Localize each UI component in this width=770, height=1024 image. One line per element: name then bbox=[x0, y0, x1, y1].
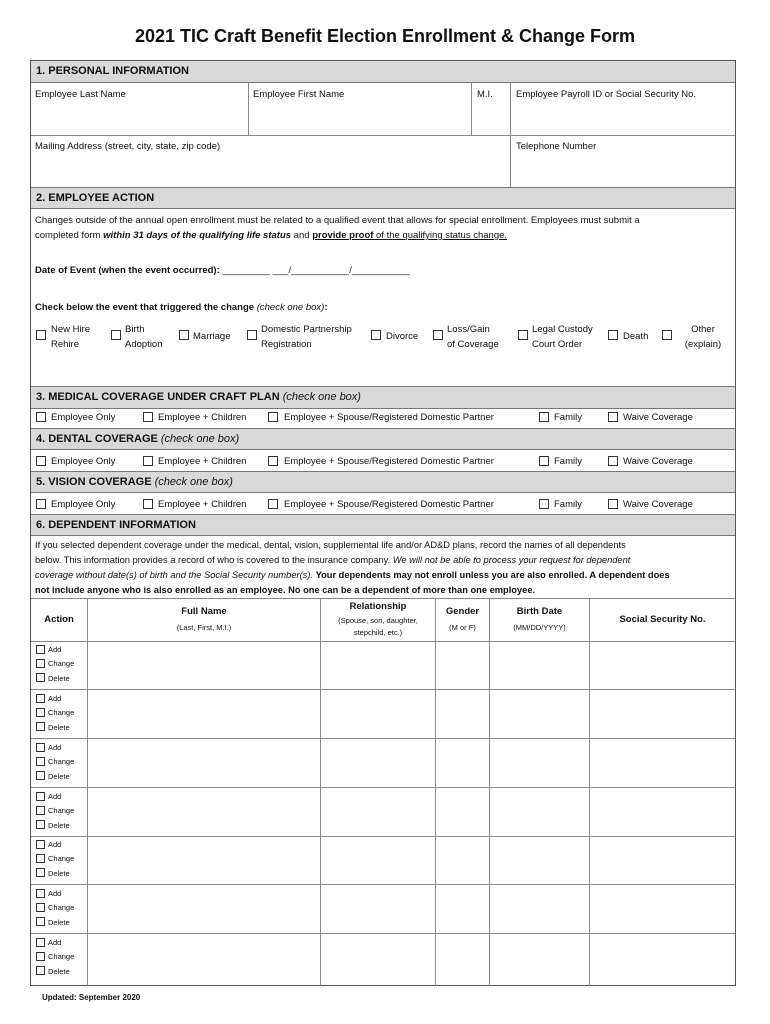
dental-employee-children-checkbox[interactable] bbox=[143, 456, 153, 466]
row-add-checkbox[interactable] bbox=[36, 889, 45, 898]
dental-employee-spouse-label: Employee + Spouse/Registered Domestic Partner bbox=[284, 456, 494, 467]
event-legal-custody-label: Legal Custody Court Order bbox=[532, 324, 593, 350]
row-change-checkbox[interactable] bbox=[36, 903, 45, 912]
col-rel-header: Relationship bbox=[349, 601, 407, 612]
medical-employee-only-label: Employee Only bbox=[51, 412, 116, 423]
dependent-instructions: If you selected dependent coverage under the medical, dental, vision, supplemental life and/or AD&D plans, record the names of all dependents below. This information provides a record of who is covered to the insurance company. We will not be able to process your request for dependent coverage without date(s) of birth and the Social Security number(s). Your dependents may not enroll unless you are also enrolled. A dependent does not include anyone who is also enrolled as an employee. No one can be a dependent of more than one employee. bbox=[35, 540, 670, 595]
event-legal-custody-checkbox[interactable] bbox=[518, 330, 528, 340]
dental-waive-label: Waive Coverage bbox=[623, 456, 693, 467]
event-loss-gain-checkbox[interactable] bbox=[433, 330, 443, 340]
dental-family-label: Family bbox=[554, 456, 582, 467]
event-birth-label: Birth Adoption bbox=[125, 324, 163, 350]
medical-employee-spouse-label: Employee + Spouse/Registered Domestic Partner bbox=[284, 412, 494, 423]
col-gender-subheader: (M or F) bbox=[449, 623, 476, 632]
medical-family-checkbox[interactable] bbox=[539, 412, 549, 422]
mi-field[interactable]: M.I. bbox=[477, 89, 493, 100]
row-add-label: Add bbox=[48, 889, 62, 898]
form-title: 2021 TIC Craft Benefit Election Enrollment & Change Form bbox=[134, 26, 636, 46]
row-delete-label: Delete bbox=[48, 772, 70, 781]
row-delete-label: Delete bbox=[48, 967, 70, 976]
vision-employee-children-label: Employee + Children bbox=[158, 499, 247, 510]
row-add-checkbox[interactable] bbox=[36, 792, 45, 801]
dental-employee-children-label: Employee + Children bbox=[158, 456, 247, 467]
row-delete-checkbox[interactable] bbox=[36, 820, 45, 829]
vision-waive-label: Waive Coverage bbox=[623, 499, 693, 510]
row-delete-checkbox[interactable] bbox=[36, 917, 45, 926]
event-date-field[interactable]: Date of Event (when the event occurred): _________ ___/___________/___________ bbox=[35, 265, 410, 276]
section-personal-header: 1. PERSONAL INFORMATION bbox=[31, 61, 735, 83]
event-other-label: Other (explain) bbox=[684, 324, 722, 350]
col-birth-header: Birth Date bbox=[516, 606, 563, 617]
medical-employee-spouse-checkbox[interactable] bbox=[268, 412, 278, 422]
vision-employee-only-label: Employee Only bbox=[51, 499, 116, 510]
event-marriage-checkbox[interactable] bbox=[179, 330, 189, 340]
event-new-hire-checkbox[interactable] bbox=[36, 330, 46, 340]
section-medical-header: 3. MEDICAL COVERAGE UNDER CRAFT PLAN (check one box) bbox=[31, 386, 735, 409]
last-name-field[interactable]: Employee Last Name bbox=[35, 89, 126, 100]
col-action-header: Action bbox=[44, 614, 74, 625]
event-domestic-partnership-checkbox[interactable] bbox=[247, 330, 257, 340]
medical-family-label: Family bbox=[554, 412, 582, 423]
event-domestic-partnership-label: Domestic Partnership Registration bbox=[261, 324, 352, 350]
event-check-label: Check below the event that triggered the change (check one box): bbox=[35, 302, 328, 313]
row-delete-label: Delete bbox=[48, 918, 70, 927]
row-change-checkbox[interactable] bbox=[36, 757, 45, 766]
event-death-checkbox[interactable] bbox=[608, 330, 618, 340]
section-action-header: 2. EMPLOYEE ACTION bbox=[31, 187, 735, 209]
first-name-field[interactable]: Employee First Name bbox=[253, 89, 345, 100]
section-dental-header: 4. DENTAL COVERAGE (check one box) bbox=[31, 428, 735, 450]
vision-employee-spouse-label: Employee + Spouse/Registered Domestic Partner bbox=[284, 499, 494, 510]
row-add-checkbox[interactable] bbox=[36, 743, 45, 752]
row-change-label: Change bbox=[48, 659, 75, 668]
vision-employee-only-checkbox[interactable] bbox=[36, 499, 46, 509]
dental-employee-spouse-checkbox[interactable] bbox=[268, 456, 278, 466]
row-change-checkbox[interactable] bbox=[36, 708, 45, 717]
medical-employee-only-checkbox[interactable] bbox=[36, 412, 46, 422]
event-loss-gain-label: Loss/Gain of Coverage bbox=[447, 324, 499, 350]
col-name-subheader: (Last, First, M.I.) bbox=[176, 623, 232, 632]
row-add-label: Add bbox=[48, 743, 62, 752]
col-rel-sub1: (Spouse, son, daughter, bbox=[338, 616, 418, 625]
col-birth-subheader: (MM/DD/YYYY) bbox=[513, 623, 566, 632]
col-name-header: Full Name bbox=[181, 606, 227, 617]
row-delete-checkbox[interactable] bbox=[36, 673, 45, 682]
row-change-label: Change bbox=[48, 806, 75, 815]
row-add-label: Add bbox=[48, 938, 62, 947]
row-change-checkbox[interactable] bbox=[36, 806, 45, 815]
row-add-label: Add bbox=[48, 694, 62, 703]
dental-waive-checkbox[interactable] bbox=[608, 456, 618, 466]
row-delete-label: Delete bbox=[48, 869, 70, 878]
medical-waive-checkbox[interactable] bbox=[608, 412, 618, 422]
row-add-label: Add bbox=[48, 645, 62, 654]
row-add-label: Add bbox=[48, 840, 62, 849]
row-delete-label: Delete bbox=[48, 674, 70, 683]
enrollment-form bbox=[30, 60, 736, 986]
vision-employee-spouse-checkbox[interactable] bbox=[268, 499, 278, 509]
event-other-checkbox[interactable] bbox=[662, 330, 672, 340]
vision-family-label: Family bbox=[554, 499, 582, 510]
row-change-checkbox[interactable] bbox=[36, 952, 45, 961]
medical-employee-children-checkbox[interactable] bbox=[143, 412, 153, 422]
row-delete-checkbox[interactable] bbox=[36, 868, 45, 877]
section-vision-header: 5. VISION COVERAGE (check one box) bbox=[31, 471, 735, 493]
row-delete-checkbox[interactable] bbox=[36, 966, 45, 975]
event-new-hire-label: New Hire Rehire bbox=[51, 324, 91, 350]
row-delete-label: Delete bbox=[48, 821, 70, 830]
row-add-checkbox[interactable] bbox=[36, 694, 45, 703]
row-delete-checkbox[interactable] bbox=[36, 722, 45, 731]
row-add-checkbox[interactable] bbox=[36, 938, 45, 947]
vision-employee-children-checkbox[interactable] bbox=[143, 499, 153, 509]
row-change-label: Change bbox=[48, 952, 75, 961]
phone-field[interactable]: Telephone Number bbox=[516, 141, 597, 152]
row-delete-checkbox[interactable] bbox=[36, 771, 45, 780]
event-divorce-checkbox[interactable] bbox=[371, 330, 381, 340]
col-ssn-header: Social Security No. bbox=[619, 614, 706, 625]
vision-waive-checkbox[interactable] bbox=[608, 499, 618, 509]
section-dependent-header: 6. DEPENDENT INFORMATION bbox=[31, 514, 735, 536]
event-marriage-label: Marriage bbox=[193, 331, 231, 342]
row-change-label: Change bbox=[48, 854, 75, 863]
action-intro: Changes outside of the annual open enrollment must be related to a qualified event that allows for special enrollment. Employees must submit a completed form within 31 days of the qualifying life status and provide proof of the qualifying status change. bbox=[35, 215, 640, 241]
dental-family-checkbox[interactable] bbox=[539, 456, 549, 466]
row-change-label: Change bbox=[48, 903, 75, 912]
medical-waive-label: Waive Coverage bbox=[623, 412, 693, 423]
updated-date: Updated: September 2020 bbox=[42, 993, 141, 1002]
payroll-id-field[interactable]: Employee Payroll ID or Social Security No. bbox=[516, 89, 697, 100]
row-add-checkbox[interactable] bbox=[36, 645, 45, 654]
vision-family-checkbox[interactable] bbox=[539, 499, 549, 509]
dental-employee-only-checkbox[interactable] bbox=[36, 456, 46, 466]
event-birth-checkbox[interactable] bbox=[111, 330, 121, 340]
row-delete-label: Delete bbox=[48, 723, 70, 732]
event-death-label: Death bbox=[623, 331, 649, 342]
address-field[interactable]: Mailing Address (street, city, state, zip code) bbox=[35, 141, 221, 152]
row-add-checkbox[interactable] bbox=[36, 840, 45, 849]
dental-employee-only-label: Employee Only bbox=[51, 456, 116, 467]
medical-employee-children-label: Employee + Children bbox=[158, 412, 247, 423]
event-divorce-label: Divorce bbox=[386, 331, 419, 342]
row-change-checkbox[interactable] bbox=[36, 854, 45, 863]
row-change-label: Change bbox=[48, 757, 75, 766]
row-add-label: Add bbox=[48, 792, 62, 801]
col-rel-sub2: stepchild, etc.) bbox=[353, 628, 403, 637]
col-gender-header: Gender bbox=[445, 606, 480, 617]
row-change-checkbox[interactable] bbox=[36, 659, 45, 668]
row-change-label: Change bbox=[48, 708, 75, 717]
